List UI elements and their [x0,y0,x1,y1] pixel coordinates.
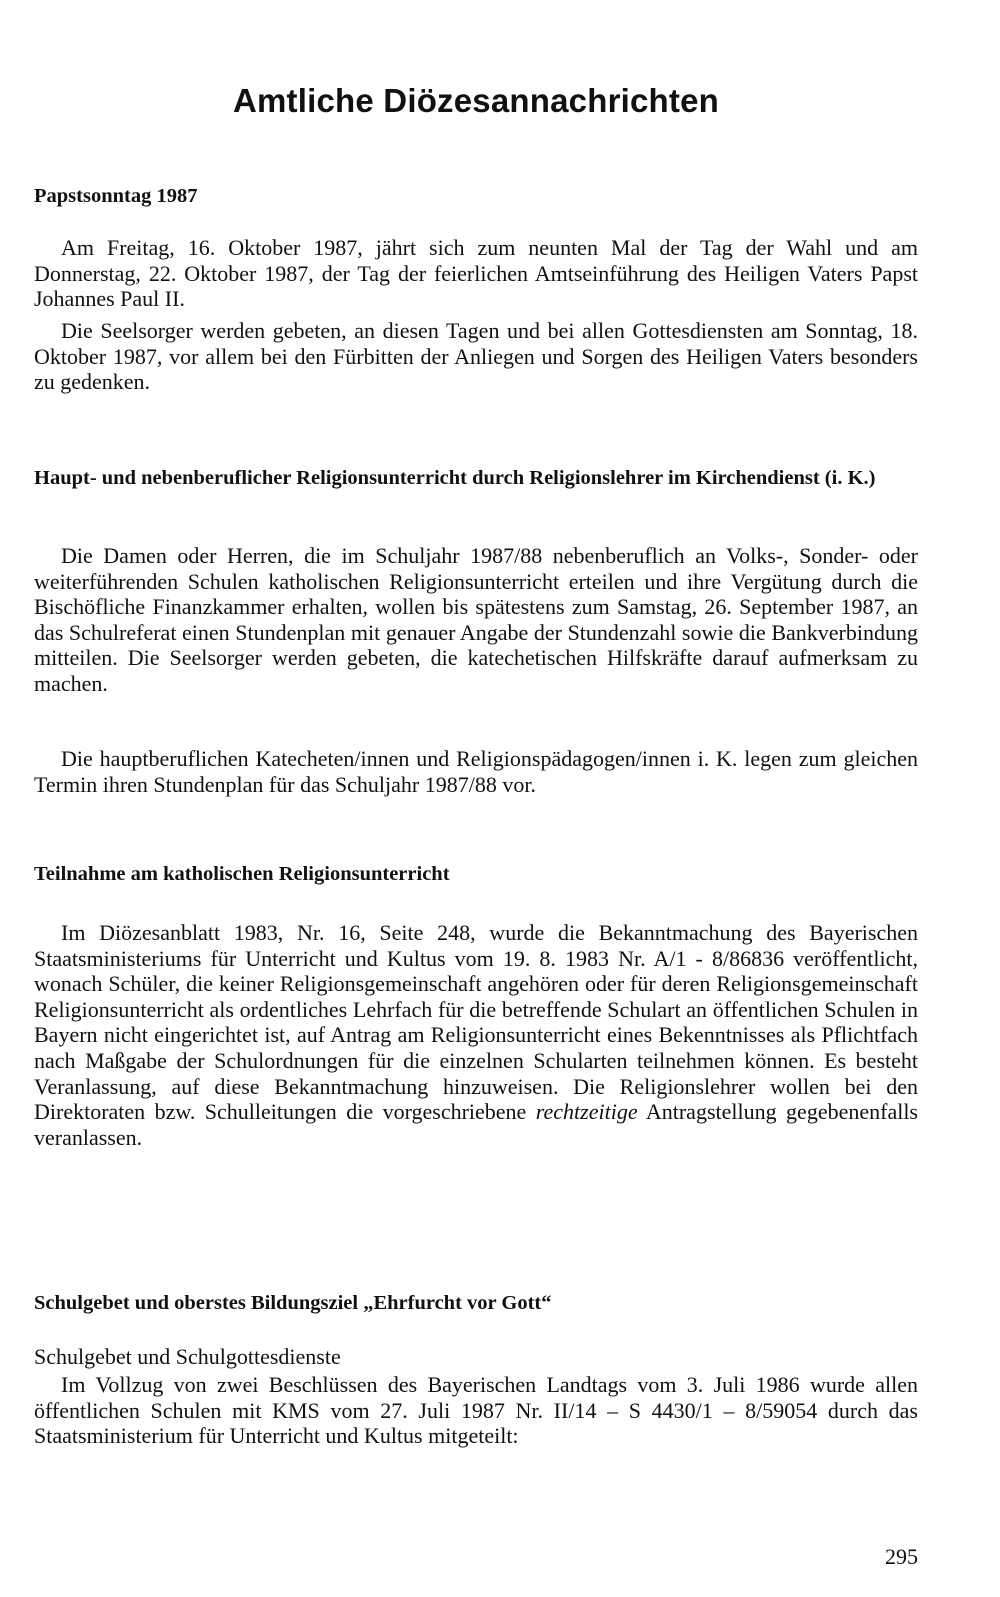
section-heading-papstsonntag: Papstsonntag 1987 [34,185,198,207]
paragraph-text: Im Diözesanblatt 1983, Nr. 16, Seite 248, wurde die Bekanntmachung des Bayerischen Staatsministeriums für Unterricht und Kultus vom 19. 8. 1983 Nr. A/1 - 8/86836 veröffentlicht, wonach Schüler, die keiner Religionsgemeinschaft angehören oder für deren Religionsgemeinschaft Religionsunterricht als ordentliches Lehrfach für die betreffende Schulart an öffentlichen Schulen in Bayern nicht eingerichtet ist, auf Antrag am Religionsunterricht eines Bekenntnisses als Pflichtfach nach Maßgabe der Schulordnungen für die einzelnen Schularten teilnehmen können. Es besteht Veranlassung, auf diese Bekanntmachung hinzuweisen. Die Religionslehrer wollen bei den Direktoraten bzw. Schulleitungen die vorgeschriebene [34,920,918,1125]
page-number: 295 [885,1544,918,1569]
subheading: Schulgebet und Schulgottesdienste [34,1344,341,1369]
paragraph: Am Freitag, 16. Oktober 1987, jährt sich zum neunten Mal der Tag der Wahl und am Donnerstag, 22. Oktober 1987, der Tag der feierlichen Amtseinführung des Heiligen Vaters Papst Johannes Paul II. [34,235,918,312]
paragraph-text: Antragstellung gegebenenfalls veranlassen. [34,1099,918,1150]
document-page [34,0,918,1597]
section-heading-religionsunterricht: Haupt- und nebenberuflicher Religionsunterricht durch Religionslehrer im Kirchendienst (i. K.) [34,467,876,489]
page-title: Amtliche Diözesannachrichten [232,82,720,119]
paragraph: Die hauptberuflichen Katecheten/innen und Religionspädagogen/innen i. K. legen zum gleichen Termin ihren Stundenplan für das Schuljahr 1987/88 vor. [34,746,918,797]
section-heading-schulgebet: Schulgebet und oberstes Bildungsziel „Ehrfurcht vor Gott“ [34,1292,552,1314]
paragraph: Die Seelsorger werden gebeten, an diesen Tagen und bei allen Gottesdiensten am Sonntag, 18. Oktober 1987, vor allem bei den Fürbitten der Anliegen und Sorgen des Heiligen Vaters besonders zu gedenken. [34,318,918,395]
paragraph: Die Damen oder Herren, die im Schuljahr 1987/88 nebenberuflich an Volks-, Sonder- oder weiterführenden Schulen katholischen Religionsunterricht erteilen und ihre Vergütung durch die Bischöfliche Finanzkammer erhalten, wollen bis spätestens zum Samstag, 26. September 1987, an das Schulreferat einen Stundenplan mit genauer Angabe der Stundenzahl sowie die Bankverbindung mitteilen. Die Seelsorger werden gebeten, die katechetischen Hilfskräfte darauf aufmerksam zu machen. [34,543,918,696]
emphasized-text: rechtzeitige [535,1099,638,1125]
section-heading-teilnahme: Teilnahme am katholischen Religionsunterricht [34,863,450,885]
paragraph [34,920,918,1150]
paragraph: Im Vollzug von zwei Beschlüssen des Bayerischen Landtags vom 3. Juli 1986 wurde allen öffentlichen Schulen mit KMS vom 27. Juli 1987 Nr. II/14 – S 4430/1 – 8/59054 durch das Staatsministerium für Unterricht und Kultus mitgeteilt: [34,1372,918,1449]
